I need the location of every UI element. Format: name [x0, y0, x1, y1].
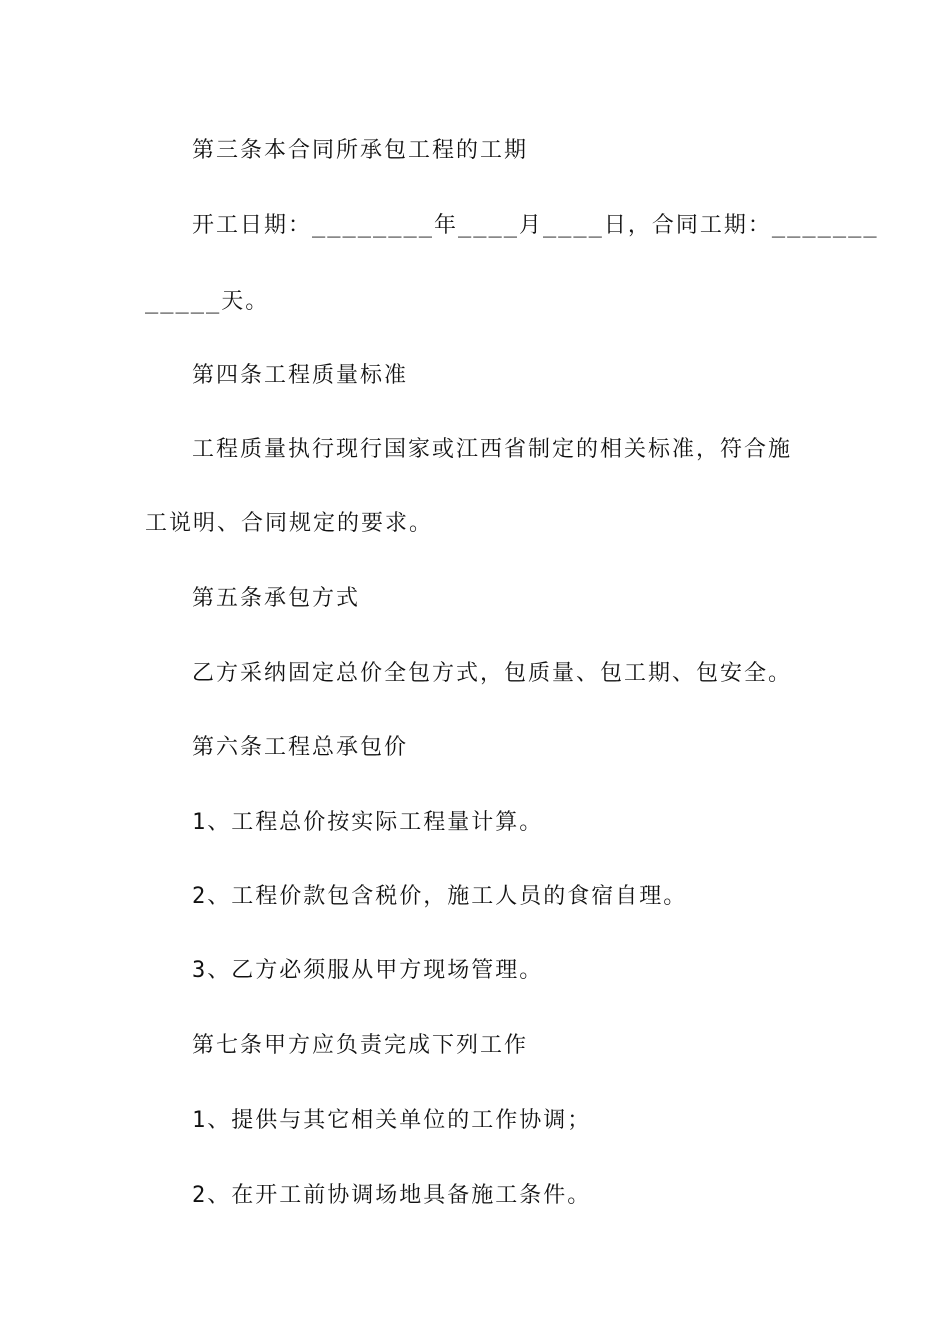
price-item-1: 1、工程总价按实际工程量计算。 [192, 810, 544, 835]
quality-standard-line-2: 工说明、合同规定的要求。 [145, 511, 434, 536]
contract-method-text: 乙方采纳固定总价全包方式，包质量、包工期、包安全。 [192, 661, 793, 686]
price-item-3: 3、乙方必须服从甲方现场管理。 [192, 958, 544, 983]
article-3-heading: 第三条本合同所承包工程的工期 [192, 138, 529, 163]
start-date-line: 开工日期：________年____月____日，合同工期：_______ [192, 213, 879, 238]
duration-line: _____天。 [145, 289, 270, 314]
article-7-heading: 第七条甲方应负责完成下列工作 [192, 1033, 529, 1058]
article-6-heading: 第六条工程总承包价 [192, 735, 409, 760]
quality-standard-line-1: 工程质量执行现行国家或江西省制定的相关标准，符合施 [192, 437, 793, 462]
party-a-duty-1: 1、提供与其它相关单位的工作协调； [192, 1108, 592, 1133]
article-5-heading: 第五条承包方式 [192, 586, 361, 611]
article-4-heading: 第四条工程质量标准 [192, 363, 409, 388]
price-item-2: 2、工程价款包含税价，施工人员的食宿自理。 [192, 884, 688, 909]
party-a-duty-2: 2、在开工前协调场地具备施工条件。 [192, 1183, 592, 1208]
